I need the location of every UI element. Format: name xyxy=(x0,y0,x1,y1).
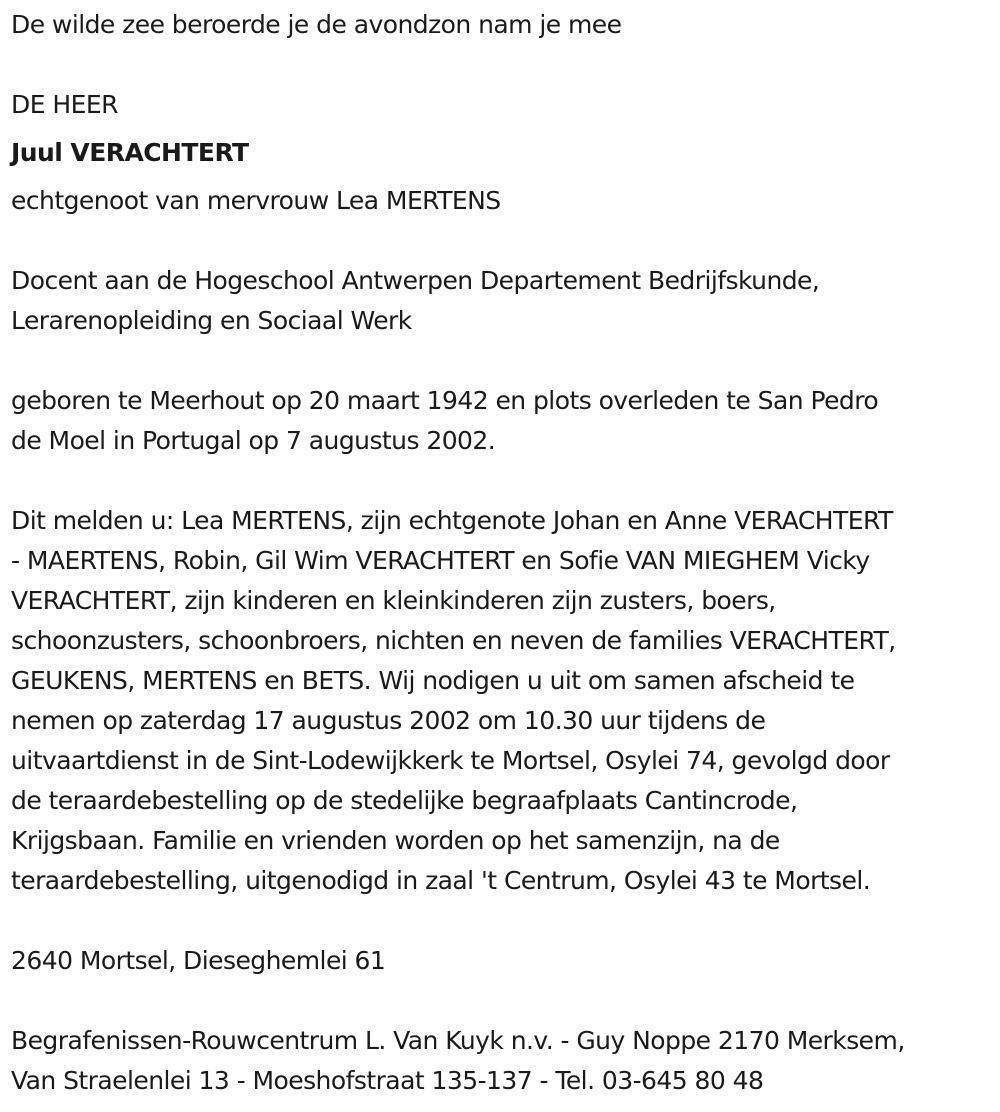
spacer xyxy=(11,461,991,501)
announcement-line: uitvaartdienst in de Sint-Lodewijkkerk te Mortsel, Osylei 74, gevolgd door xyxy=(11,746,890,775)
funeral-home-line: Van Straelenlei 13 - Moeshofstraat 135-137 - Tel. 03-645 80 48 xyxy=(11,1066,764,1095)
occupation-line: Lerarenopleiding en Sociaal Werk xyxy=(11,306,412,335)
birth-death-paragraph xyxy=(11,381,991,461)
occupation-line: Docent aan de Hogeschool Antwerpen Departement Bedrijfskunde, xyxy=(11,266,820,295)
spacer xyxy=(11,341,991,381)
funeral-home-line: Begrafenissen-Rouwcentrum L. Van Kuyk n.v. - Guy Noppe 2170 Merksem, xyxy=(11,1026,905,1055)
announcement-paragraph xyxy=(11,501,991,901)
announcement-line: schoonzusters, schoonbroers, nichten en neven de families VERACHTERT, xyxy=(11,626,896,655)
spacer xyxy=(11,125,991,133)
spacer xyxy=(11,45,991,85)
birth-death-line: geboren te Meerhout op 20 maart 1942 en plots overleden te San Pedro xyxy=(11,386,879,415)
spacer xyxy=(11,173,991,181)
birth-death-line: de Moel in Portugal op 7 augustus 2002. xyxy=(11,426,496,455)
announcement-line: - MAERTENS, Robin, Gil Wim VERACHTERT en Sofie VAN MIEGHEM Vicky xyxy=(11,546,870,575)
announcement-line: Dit melden u: Lea MERTENS, zijn echtgenote Johan en Anne VERACHTERT xyxy=(11,506,893,535)
home-address: 2640 Mortsel, Dieseghemlei 61 xyxy=(11,946,386,975)
announcement-line: Krijgsbaan. Familie en vrienden worden op het samenzijn, na de xyxy=(11,826,780,855)
announcement-line: de teraardebestelling op de stedelijke begraafplaats Cantincrode, xyxy=(11,786,798,815)
announcement-line: nemen op zaterdag 17 augustus 2002 om 10.30 uur tijdens de xyxy=(11,706,766,735)
announcement-line: teraardebestelling, uitgenodigd in zaal 't Centrum, Osylei 43 te Mortsel. xyxy=(11,866,871,895)
deceased-name: Juul VERACHTERT xyxy=(11,138,249,167)
spacer xyxy=(11,221,991,261)
spacer xyxy=(11,981,991,1021)
announcement-line: VERACHTERT, zijn kinderen en kleinkinderen zijn zusters, boers, xyxy=(11,586,776,615)
honorific-title: DE HEER xyxy=(11,90,118,119)
spacer xyxy=(11,901,991,941)
occupation-paragraph xyxy=(11,261,991,341)
obituary-notice xyxy=(11,5,991,1101)
funeral-home-paragraph xyxy=(11,1021,991,1101)
spouse-line: echtgenoot van mervrouw Lea MERTENS xyxy=(11,186,501,215)
motto: De wilde zee beroerde je de avondzon nam je mee xyxy=(11,10,622,39)
announcement-line: GEUKENS, MERTENS en BETS. Wij nodigen u uit om samen afscheid te xyxy=(11,666,855,695)
